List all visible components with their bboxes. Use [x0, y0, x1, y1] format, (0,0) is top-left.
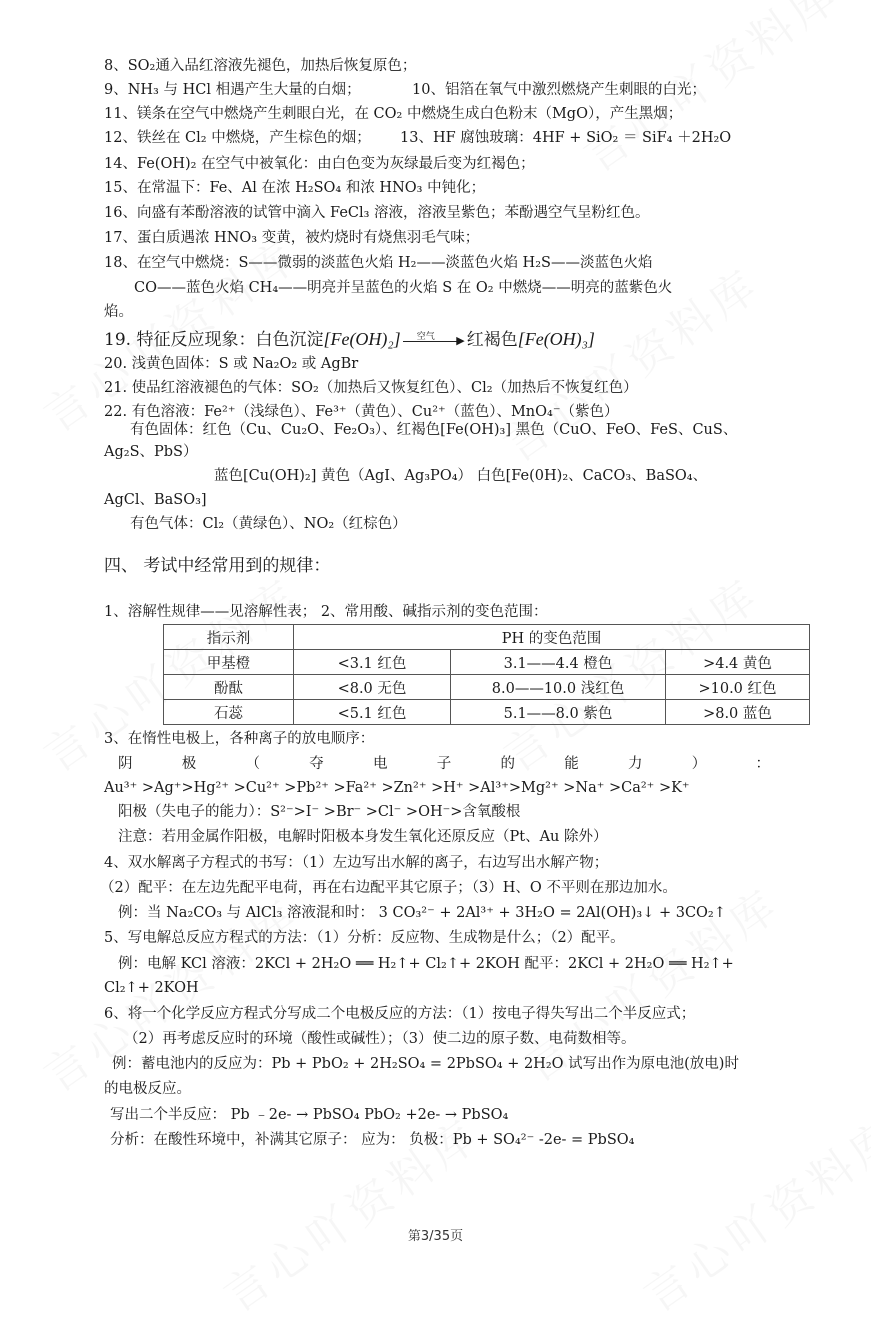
item-22: 22. 有色溶液：Fe²⁺（浅绿色）、Fe³⁺（黄色）、Cu²⁺（蓝色）、MnO₄⁻（紫色） — [104, 404, 619, 420]
table-cell: >10.0 红色 — [666, 675, 810, 700]
item-21: 21. 使品红溶液褪色的气体：SO₂（加热后又恢复红色）、Cl₂（加热后不恢复红色） — [104, 380, 638, 396]
item-22-gases: 有色气体：Cl₂（黄绿色）、NO₂（红棕色） — [130, 516, 407, 532]
table-cell: <3.1 红色 — [294, 650, 451, 675]
rule-6-example-cont: 的电极反应。 — [104, 1081, 191, 1097]
rule-6: 6、将一个化学反应方程式分写成二个电极反应的方法：（1）按电子得失写出二个半反应式； — [104, 1006, 696, 1022]
table-cell: <8.0 无色 — [294, 675, 451, 700]
rule-6-analysis: 分析：在酸性环境中，补满其它原子： 应为： 负极：Pb + SO₄²⁻ -2e- = PbSO₄ — [110, 1132, 635, 1148]
table-cell: 甲基橙 — [164, 650, 294, 675]
rule-3-cathode-label — [118, 752, 770, 776]
item-16: 16、向盛有苯酚溶液的试管中滴入 FeCl₃ 溶液，溶液呈紫色；苯酚遇空气呈粉红色。 — [104, 205, 650, 221]
rule-6-example: 例：蓄电池内的反应为：Pb + PbO₂ + 2H₂SO₄ = 2PbSO₄ + 2H₂O 试写出作为原电池(放电)时 — [112, 1056, 739, 1072]
spread-char: （ — [245, 756, 260, 772]
arrow-icon: 空气 ▶ — [403, 335, 465, 347]
item-10: 10、铝箔在氧气中激烈燃烧产生刺眼的白光； — [412, 82, 706, 98]
rule-4-example: 例：当 Na₂CO₃ 与 AlCl₃ 溶液混和时： 3 CO₃²⁻ + 2Al³⁺ + 3H₂O = 2Al(OH)₃↓ + 3CO₂↑ — [118, 905, 726, 921]
rule-4: 4、双水解离子方程式的书写：（1）左边写出水解的离子，右边写出水解产物； — [104, 855, 609, 871]
item-13: 13、HF 腐蚀玻璃：4HF + SiO₂ ＝ SiF₄ ＋2H₂O — [400, 130, 732, 146]
rule-3-cathode-order: Au³⁺ >Ag⁺>Hg²⁺ >Cu²⁺ >Pb²⁺ >Fa²⁺ >Zn²⁺ >H⁺ >Al³⁺>Mg²⁺ >Na⁺ >Ca²⁺ >K⁺ — [104, 780, 690, 796]
item-22-solids-cont2: AgCl、BaSO₃] — [104, 492, 207, 508]
spread-char: 阴 — [118, 756, 133, 772]
item-19-prefix: 19. 特征反应现象：白色沉淀 — [104, 330, 324, 350]
table-cell: 酚酞 — [164, 675, 294, 700]
table-header-row — [164, 625, 810, 650]
spread-char: 的 — [500, 756, 515, 772]
table-header-cell: PH 的变色范围 — [294, 625, 810, 650]
item-17: 17、蛋白质遇浓 HNO₃ 变黄，被灼烧时有烧焦羽毛气味； — [104, 230, 480, 246]
table-cell: 5.1——8.0 紫色 — [451, 700, 666, 725]
spread-char: 极 — [181, 756, 197, 772]
rule-3-note: 注意：若用金属作阳极，电解时阳极本身发生氧化还原反应（Pt、Au 除外） — [118, 829, 608, 845]
item-19-mid: 红褐色 — [466, 330, 518, 350]
table-cell: 3.1——4.4 橙色 — [451, 650, 666, 675]
formula-fe-oh-3: [Fe(OH)₃] — [517, 329, 595, 349]
rule-3: 3、在惰性电极上，各种离子的放电顺序： — [104, 731, 375, 747]
rule-6-step: （2）再考虑反应时的环境（酸性或碱性）；（3）使二边的原子数、电荷数相等。 — [124, 1031, 636, 1047]
table-cell: 石蕊 — [164, 700, 294, 725]
table-cell: >8.0 蓝色 — [666, 700, 810, 725]
rule-5: 5、写电解总反应方程式的方法：（1）分析：反应物、生成物是什么；（2）配平。 — [104, 930, 625, 946]
arrow-label: 空气 — [416, 332, 435, 342]
item-20: 20. 浅黄色固体：S 或 Na₂O₂ 或 AgBr — [104, 356, 359, 372]
rule-5-example: 例：电解 KCl 溶液：2KCl + 2H₂O ══ H₂↑+ Cl₂↑+ 2KOH 配平：2KCl + 2H₂O ══ H₂↑+ — [118, 956, 734, 972]
item-15: 15、在常温下：Fe、Al 在浓 H₂SO₄ 和浓 HNO₃ 中钝化； — [104, 180, 486, 196]
table-row — [164, 675, 810, 700]
table-cell: <5.1 红色 — [294, 700, 451, 725]
spread-char: 力 — [628, 756, 643, 772]
page-number: 第3/35页 — [407, 1229, 464, 1244]
table-header-cell: 指示剂 — [164, 625, 294, 650]
rule-3-anode: 阳极（失电子的能力）：S²⁻>I⁻ >Br⁻ >Cl⁻ >OH⁻>含氧酸根 — [118, 804, 521, 820]
table-row — [164, 650, 810, 675]
spread-char: 子 — [436, 756, 452, 772]
item-19 — [104, 327, 595, 353]
table-cell: 8.0——10.0 浅红色 — [451, 675, 666, 700]
spread-char: 夺 — [309, 756, 324, 772]
item-14: 14、Fe(OH)₂ 在空气中被氧化：由白色变为灰绿最后变为红褐色； — [104, 156, 535, 172]
spread-char: ） — [691, 756, 707, 772]
indicator-table — [163, 624, 810, 725]
item-18: 18、在空气中燃烧：S——微弱的淡蓝色火焰 H₂——淡蓝色火焰 H₂S——淡蓝色火焰 — [104, 255, 653, 271]
item-9: 9、NH₃ 与 HCl 相遇产生大量的白烟； — [104, 82, 361, 98]
item-12: 12、铁丝在 Cl₂ 中燃烧，产生棕色的烟； — [104, 130, 371, 146]
item-11: 11、镁条在空气中燃烧产生刺眼白光，在 CO₂ 中燃烧生成白色粉末（MgO），产生黑烟； — [104, 106, 683, 122]
table-cell: >4.4 黄色 — [666, 650, 810, 675]
rule-1-2: 1、溶解性规律——见溶解性表； 2、常用酸、碱指示剂的变色范围： — [104, 604, 548, 620]
item-18-cont: CO——蓝色火焰 CH₄——明亮并呈蓝色的火焰 S 在 O₂ 中燃烧——明亮的蓝紫色火 — [134, 280, 673, 296]
item-22-solids-colors: 蓝色[Cu(OH)₂] 黄色（AgI、Ag₃PO₄） 白色[Fe(0H)₂、CaCO₃、BaSO₄、 — [214, 468, 708, 484]
section-heading: 四、 考试中经常用到的规律： — [104, 556, 331, 576]
rule-5-example-cont: Cl₂↑+ 2KOH — [104, 980, 199, 996]
spread-char: 电 — [373, 756, 388, 772]
spread-char: ： — [755, 756, 770, 772]
rule-4-balance: （2）配平：在左边先配平电荷，再在右边配平其它原子；（3）H、O 不平则在那边加水。 — [100, 880, 677, 896]
formula-fe-oh-2: [Fe(OH)₂] — [323, 329, 401, 349]
watermark — [629, 1100, 871, 1324]
item-22-solids-cont: Ag₂S、PbS） — [104, 444, 198, 460]
rule-6-half-reactions: 写出二个半反应： Pb ﹣2e- → PbSO₄ PbO₂ +2e- → PbSO₄ — [110, 1107, 509, 1123]
spread-char: 能 — [564, 756, 579, 772]
item-18-cont2: 焰。 — [104, 304, 133, 320]
item-8: 8、SO₂通入品红溶液先褪色，加热后恢复原色； — [104, 58, 417, 74]
item-22-solids: 有色固体：红色（Cu、Cu₂O、Fe₂O₃）、红褐色[Fe(OH)₃] 黑色（CuO、FeO、FeS、CuS、 — [130, 422, 738, 438]
table-row — [164, 700, 810, 725]
